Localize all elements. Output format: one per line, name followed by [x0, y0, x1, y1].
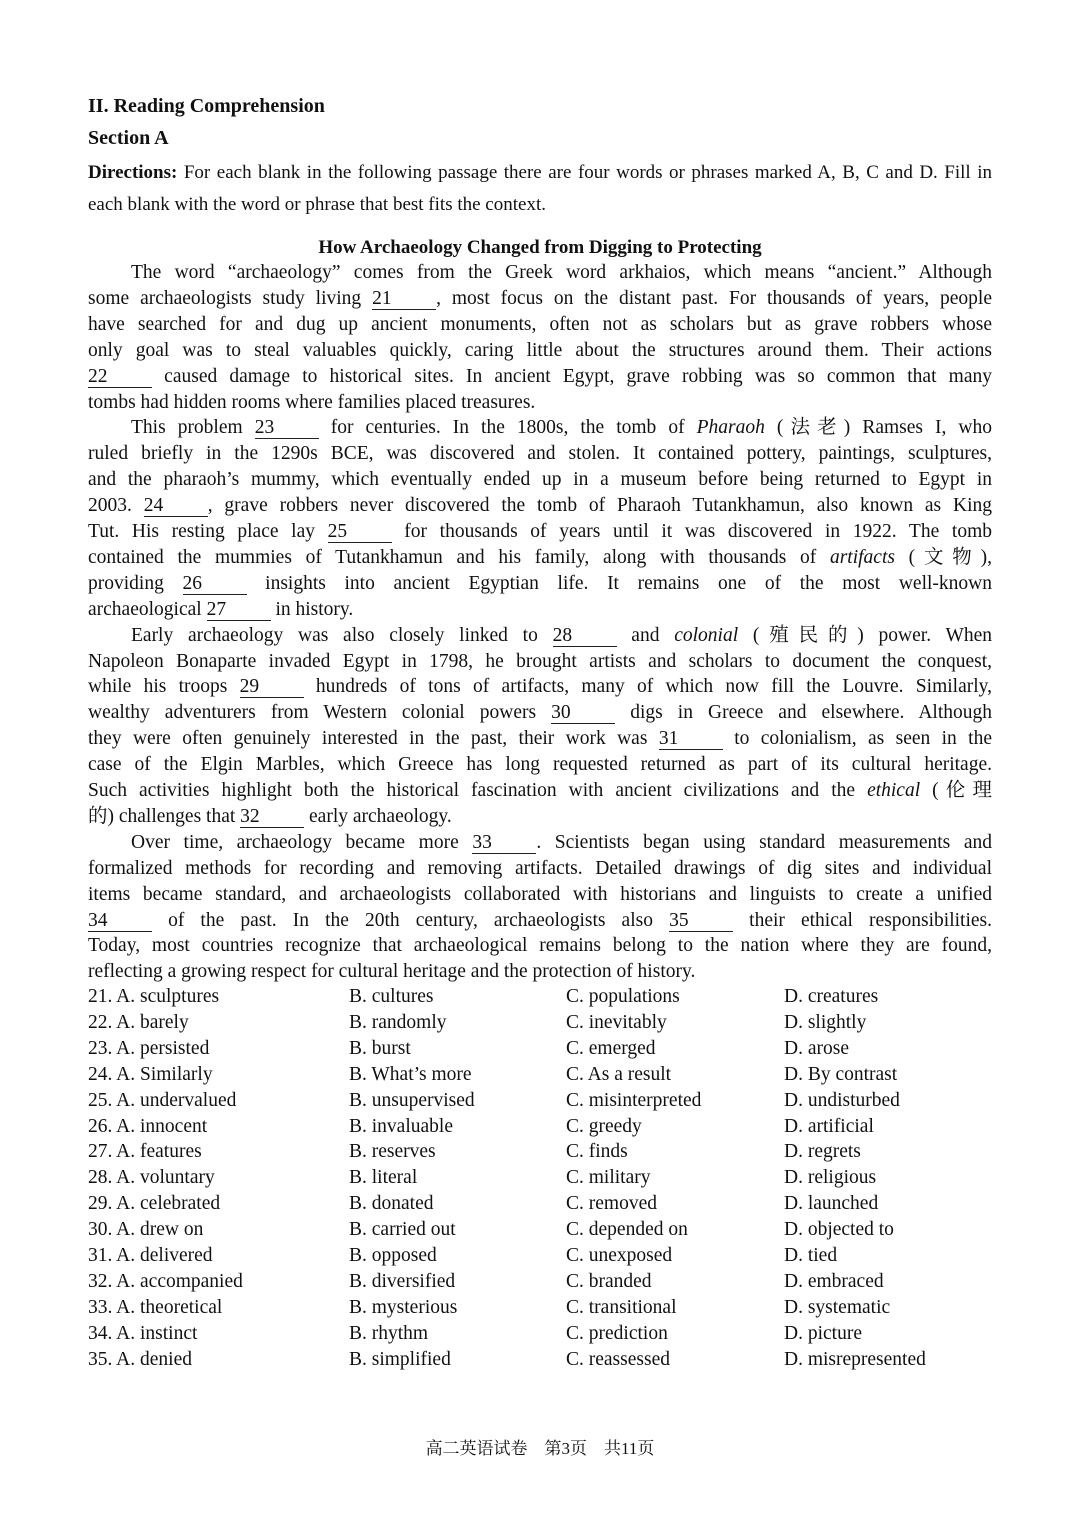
- passage-text: and: [616, 624, 675, 646]
- passage-text: Over time, archaeology became more: [131, 831, 473, 853]
- passage-text: only goal was to steal valuables quickly, caring little about the structures around them. Their actions: [88, 339, 992, 361]
- option-d: D. misrepresented: [784, 1348, 926, 1370]
- blank-33: 33: [472, 833, 536, 854]
- option-d: D. By contrast: [784, 1063, 898, 1085]
- page-footer: 高二英语试卷 第3页 共11页: [425, 1439, 655, 1458]
- blank-35: 35: [669, 911, 733, 932]
- option-row: [88, 1321, 992, 1347]
- option-row: [88, 1062, 992, 1088]
- passage-line: [131, 260, 992, 286]
- passage-line: [88, 959, 992, 985]
- passage-line: [88, 674, 992, 700]
- passage-text: providing: [88, 572, 183, 594]
- option-row: [88, 1088, 992, 1114]
- passage-text: early archaeology.: [304, 805, 452, 827]
- option-c: C. military: [566, 1167, 651, 1189]
- directions-label: Directions:: [88, 162, 178, 183]
- passage-line: [88, 390, 992, 416]
- option-row: [88, 1165, 992, 1191]
- section-a-heading: Section A: [88, 127, 169, 149]
- option-b: B. What’s more: [349, 1063, 472, 1085]
- passage-text: Napoleon Bonaparte invaded Egypt in 1798, he brought artists and scholars to document the conquest,: [88, 650, 992, 672]
- option-c: C. transitional: [566, 1296, 677, 1318]
- section-title: II. Reading Comprehension: [88, 95, 325, 117]
- option-c: C. populations: [566, 986, 680, 1007]
- option-row: [88, 1243, 992, 1269]
- passage-text: of the past. In the 20th century, archaeologists also: [152, 909, 670, 931]
- option-c: C. removed: [566, 1193, 657, 1215]
- option-b: B. cultures: [349, 986, 434, 1007]
- option-a: 26. A. innocent: [88, 1115, 208, 1137]
- option-c: C. emerged: [566, 1037, 656, 1059]
- passage-line: [88, 804, 992, 830]
- passage-text: they were often genuinely interested in the past, their work was: [88, 728, 659, 750]
- passage-text: wealthy adventurers from Western colonial powers: [88, 702, 552, 724]
- option-d: D. regrets: [784, 1141, 861, 1163]
- option-row: [88, 984, 992, 1010]
- blank-27: 27: [207, 600, 271, 621]
- option-d: D. picture: [784, 1322, 862, 1344]
- option-c: C. finds: [566, 1141, 628, 1163]
- passage-line: [88, 571, 992, 597]
- passage-text: to colonialism, as seen in the: [722, 728, 992, 750]
- italic-term: colonial: [674, 624, 739, 646]
- passage-text: for thousands of years until it was discovered in 1922. The tomb: [391, 521, 992, 542]
- passage-text: have searched for and dug up ancient monuments, often not as scholars but as grave robbers whose: [88, 313, 992, 335]
- passage-line: [88, 726, 992, 752]
- passage-line: [88, 649, 992, 675]
- passage-text: reflecting a growing respect for cultural heritage and the protection of history.: [88, 961, 696, 983]
- passage-text: and the pharaoh’s mummy, which eventually ended up in a museum before being returned to Egypt in: [88, 469, 992, 491]
- option-a: 25. A. undervalued: [88, 1089, 237, 1111]
- passage-line: [88, 856, 992, 882]
- option-row: [88, 1191, 992, 1217]
- option-a: 28. A. voluntary: [88, 1167, 215, 1189]
- passage-text: . Scientists began using standard measurements and: [536, 831, 992, 853]
- passage-line: [88, 286, 992, 312]
- passage-text: (法老) Ramses I, who: [764, 417, 992, 439]
- option-a: 22. A. barely: [88, 1011, 189, 1033]
- passage-line: [88, 933, 992, 959]
- blank-25: 25: [328, 522, 392, 543]
- passage-line: [88, 545, 992, 571]
- directions-text: For each blank in the following passage there are four words or phrases marked A, B, C and D. Fill in each blank with the word or phrase that best fits the context.: [88, 162, 992, 215]
- passage-text: This problem: [131, 417, 255, 439]
- option-b: B. invaluable: [349, 1115, 453, 1137]
- blank-22: 22: [88, 367, 152, 388]
- option-d: D. artificial: [784, 1115, 874, 1137]
- option-row: [88, 1295, 992, 1321]
- passage-text: while his troops: [88, 676, 240, 698]
- option-d: D. systematic: [784, 1296, 891, 1318]
- passage-text: in history.: [270, 598, 354, 620]
- option-c: C. prediction: [566, 1322, 668, 1344]
- option-d: D. objected to: [784, 1219, 894, 1241]
- option-a: 29. A. celebrated: [88, 1193, 221, 1215]
- option-row: [88, 1217, 992, 1243]
- option-b: B. unsupervised: [349, 1089, 475, 1111]
- blank-28: 28: [553, 626, 617, 647]
- passage-text: contained the mummies of Tutankhamun and his family, along with thousands of: [88, 546, 830, 568]
- option-row: [88, 1269, 992, 1295]
- blank-30: 30: [551, 703, 615, 724]
- option-d: D. tied: [784, 1245, 838, 1266]
- passage-text: some archaeologists study living: [88, 287, 373, 309]
- passage-text: The word “archaeology” comes from the Greek word arkhaios, which means “ancient.” Although: [131, 262, 992, 283]
- option-d: D. launched: [784, 1193, 879, 1215]
- option-b: B. literal: [349, 1167, 418, 1189]
- option-a: 24. A. Similarly: [88, 1063, 213, 1085]
- passage-line: [131, 830, 992, 856]
- option-b: B. simplified: [349, 1348, 451, 1370]
- passage-line: [88, 700, 992, 726]
- italic-term: ethical: [867, 780, 921, 801]
- passage-line: [88, 338, 992, 364]
- passage-text: Early archaeology was also closely linked to: [131, 624, 553, 646]
- blank-24: 24: [144, 496, 208, 517]
- passage-text: tombs had hidden rooms where families placed treasures.: [88, 391, 536, 413]
- option-row: [88, 1114, 992, 1140]
- option-b: B. burst: [349, 1037, 411, 1059]
- option-a: 31. A. delivered: [88, 1245, 213, 1266]
- option-a: 32. A. accompanied: [88, 1270, 243, 1292]
- option-c: C. greedy: [566, 1115, 642, 1137]
- passage-text: for centuries. In the 1800s, the tomb of: [318, 417, 697, 439]
- passage-text: case of the Elgin Marbles, which Greece has long requested returned as part of its cultural heritage.: [88, 754, 992, 776]
- option-d: D. slightly: [784, 1011, 867, 1033]
- option-c: C. inevitably: [566, 1011, 667, 1033]
- passage-text: 2003.: [88, 495, 144, 517]
- passage-text: caused damage to historical sites. In ancient Egypt, grave robbing was so common that many: [152, 365, 992, 387]
- option-b: B. donated: [349, 1193, 434, 1215]
- italic-term: artifacts: [829, 546, 895, 568]
- option-d: D. creatures: [784, 986, 879, 1007]
- option-a: 30. A. drew on: [88, 1219, 204, 1241]
- option-d: D. arose: [784, 1037, 849, 1059]
- option-c: C. depended on: [566, 1219, 688, 1241]
- blank-31: 31: [659, 729, 723, 750]
- passage-text: (伦理: [920, 780, 992, 801]
- blank-26: 26: [183, 574, 247, 595]
- passage-line: [88, 467, 992, 493]
- blank-29: 29: [240, 677, 304, 698]
- passage-line: [88, 778, 992, 804]
- passage-line: [88, 597, 992, 623]
- option-row: [88, 1036, 992, 1062]
- option-c: C. branded: [566, 1270, 652, 1292]
- passage-text: Such activities highlight both the historical fascination with ancient civilizations and the: [88, 780, 868, 801]
- blank-34: 34: [88, 911, 152, 932]
- passage-line: [88, 441, 992, 467]
- italic-term: Pharaoh: [696, 417, 765, 439]
- passage-text: formalized methods for recording and removing artifacts. Detailed drawings of dig sites and individual: [88, 857, 992, 879]
- passage-text: hundreds of tons of artifacts, many of which now fill the Louvre. Similarly,: [303, 676, 992, 698]
- option-row: [88, 1010, 992, 1036]
- option-b: B. mysterious: [349, 1296, 458, 1318]
- passage-text: items became standard, and archaeologists collaborated with historians and linguists to create a unified: [88, 883, 992, 905]
- passage-text: digs in Greece and elsewhere. Although: [615, 702, 992, 724]
- passage-line: [88, 312, 992, 338]
- option-c: C. reassessed: [566, 1348, 670, 1370]
- passage-title: How Archaeology Changed from Digging to Protecting: [318, 237, 762, 258]
- passage-text: Today, most countries recognize that archaeological remains belong to the nation where they are found,: [88, 935, 992, 957]
- blank-23: 23: [255, 418, 319, 439]
- passage-text: (文物),: [894, 546, 992, 568]
- option-a: 34. A. instinct: [88, 1322, 198, 1344]
- option-b: B. reserves: [349, 1141, 436, 1163]
- option-row: [88, 1139, 992, 1165]
- option-b: B. opposed: [349, 1245, 437, 1266]
- option-c: C. unexposed: [566, 1245, 673, 1266]
- passage-text: , grave robbers never discovered the tomb of Pharaoh Tutankhamun, also known as King: [207, 495, 992, 517]
- option-a: 33. A. theoretical: [88, 1296, 223, 1318]
- passage-line: [88, 519, 992, 545]
- option-b: B. diversified: [349, 1270, 456, 1292]
- passage-line: [131, 415, 992, 441]
- passage-text: , most focus on the distant past. For thousands of years, people: [436, 287, 992, 309]
- directions: [88, 157, 992, 221]
- option-b: B. carried out: [349, 1219, 456, 1241]
- option-a: 27. A. features: [88, 1141, 202, 1163]
- passage-line: [88, 364, 992, 390]
- option-d: D. embraced: [784, 1270, 884, 1292]
- passage-text: archaeological: [88, 598, 207, 620]
- option-c: C. misinterpreted: [566, 1089, 702, 1111]
- option-a: 23. A. persisted: [88, 1037, 210, 1059]
- passage-line: [88, 752, 992, 778]
- passage-line: [88, 908, 992, 934]
- option-a: 21. A. sculptures: [88, 986, 220, 1007]
- passage-text: (殖民的) power. When: [738, 624, 992, 646]
- passage-text: their ethical responsibilities.: [733, 909, 992, 931]
- option-b: B. rhythm: [349, 1322, 429, 1344]
- option-a: 35. A. denied: [88, 1348, 192, 1370]
- option-row: [88, 1347, 992, 1373]
- passage-text: Tut. His resting place lay: [88, 521, 328, 542]
- option-d: D. religious: [784, 1167, 877, 1189]
- passage-text: ruled briefly in the 1290s BCE, was discovered and stolen. It contained pottery, paintings, sculptures,: [88, 443, 992, 465]
- passage-line: [88, 493, 992, 519]
- passage-line: [88, 882, 992, 908]
- blank-21: 21: [372, 289, 436, 310]
- passage-text: insights into ancient Egyptian life. It remains one of the most well-known: [246, 572, 992, 594]
- option-d: D. undisturbed: [784, 1089, 900, 1111]
- blank-32: 32: [240, 807, 304, 828]
- option-b: B. randomly: [349, 1011, 447, 1033]
- passage-line: [131, 623, 992, 649]
- option-c: C. As a result: [566, 1063, 672, 1085]
- passage-text: 的) challenges that: [88, 805, 241, 827]
